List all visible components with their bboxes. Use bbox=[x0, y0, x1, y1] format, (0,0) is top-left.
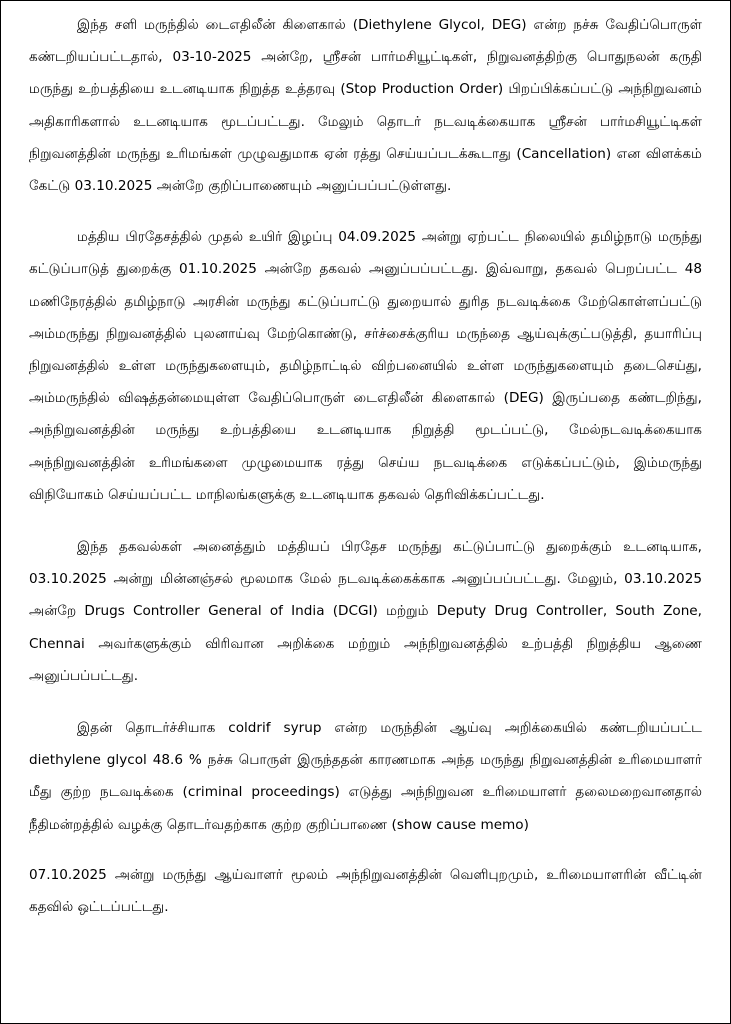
paragraph-stop-production-order: இந்த சளி மருந்தில் டைஎதிலீன் கிளைகால் (Diethylene Glycol, DEG) என்ற நச்சு வேதிப்பொருள் கண்டறியப்பட்டதால், 03-10-2025 அன்றே, ஸ்ரீசன் பார்மசியூட்டிகள், நிறுவனத்திற்கு பொதுநலன் கருதி மருந்து உற்பத்தியை உடனடியாக நிறுத்த உத்தரவு (Stop Production Order) பிறப்பிக்கப்பட்டு அந்நிறுவனம் அதிகாரிகளால் உடனடியாக மூடப்பட்டது. மேலும் தொடர் நடவடிக்கையாக ஸ்ரீசன் பார்மசியூட்டிகள் நிறுவனத்தின் மருந்து உரிமங்கள் முழுவதுமாக ஏன் ரத்து செய்யப்படக்கூடாது (Cancellation) என விளக்கம் கேட்டு 03.10.2025 அன்றே குறிப்பாணையும் அனுப்பப்பட்டுள்ளது. bbox=[29, 17, 702, 195]
paragraph-notice-pasted: 07.10.2025 அன்று மருந்து ஆய்வாளர் மூலம் அந்நிறுவனத்தின் வெளிபுறமும், உரிமையாளரின் வீட்டின் கதவில் ஒட்டப்பட்டது. bbox=[29, 866, 702, 916]
paragraph-madhya-pradesh-death: மத்திய பிரதேசத்தில் முதல் உயிர் இழப்பு 04.09.2025 அன்று ஏற்பட்ட நிலையில் தமிழ்நாடு மருந்து கட்டுப்பாடுத் துறைக்கு 01.10.2025 அன்றே தகவல் அனுப்பப்பட்டது. இவ்வாறு, தகவல் பெறப்பட்ட 48 மணிநேரத்தில் தமிழ்நாடு அரசின் மருந்து கட்டுப்பாட்டு துறையால் துரித நடவடிக்கை மேற்கொள்ளப்பட்டு அம்மருந்து நிறுவனத்தில் புலனாய்வு மேற்கொண்டு, சர்ச்சைக்குரிய மருந்தை ஆய்வுக்குட்படுத்தி, தயாரிப்பு நிறுவனத்தில் உள்ள மருந்துகளையும், தமிழ்நாட்டில் விற்பனையில் உள்ள மருந்துகளையும் தடைசெய்து, அம்மருந்தில் விஷத்தன்மையுள்ள வேதிப்பொருள் டைஎதிலீன் கிளைகால் (DEG) இருப்பதை கண்டறிந்து, அந்நிறுவனத்தின் மருந்து உற்பத்தியை உடனடியாக நிறுத்தி மூடப்பட்டு, மேல்நடவடிக்கையாக அந்நிறுவனத்தின் உரிமங்களை முழுமையாக ரத்து செய்ய நடவடிக்கை எடுக்கப்பட்டும், இம்மருந்து விநியோகம் செய்யப்பட்ட மாநிலங்களுக்கு உடனடியாக தகவல் தெரிவிக்கப்பட்டது. bbox=[29, 229, 702, 503]
paragraph-information-sent: இந்த தகவல்கள் அனைத்தும் மத்தியப் பிரதேச மருந்து கட்டுப்பாட்டு துறைக்கும் உடனடியாக, 03.10.2025 அன்று மின்னஞ்சல் மூலமாக மேல் நடவடிக்கைக்காக அனுப்பப்பட்டது. மேலும், 03.10.2025 அன்றே Drugs Controller General of India (DCGI) மற்றும் Deputy Drug Controller, South Zone, Chennai அவர்களுக்கும் விரிவான அறிக்கை மற்றும் அந்நிறுவனத்தில் உற்பத்தி நிறுத்திய ஆணை அனுப்பப்பட்டது. bbox=[29, 539, 702, 684]
paragraph-criminal-proceedings: இதன் தொடர்ச்சியாக coldrif syrup என்ற மருந்தின் ஆய்வு அறிக்கையில் கண்டறியப்பட்ட diethylene glycol 48.6 % நச்சு பொருள் இருந்ததன் காரணமாக அந்த மருந்து நிறுவனத்தின் உரிமையாளர் மீது குற்ற நடவடிக்கை (criminal proceedings) எடுத்து அந்நிறுவன உரிமையாளர் தலைமறைவானதால் நீதிமன்றத்தில் வழக்கு தொடர்வதற்காக குற்ற குறிப்பாணை (show cause memo) bbox=[29, 720, 702, 833]
